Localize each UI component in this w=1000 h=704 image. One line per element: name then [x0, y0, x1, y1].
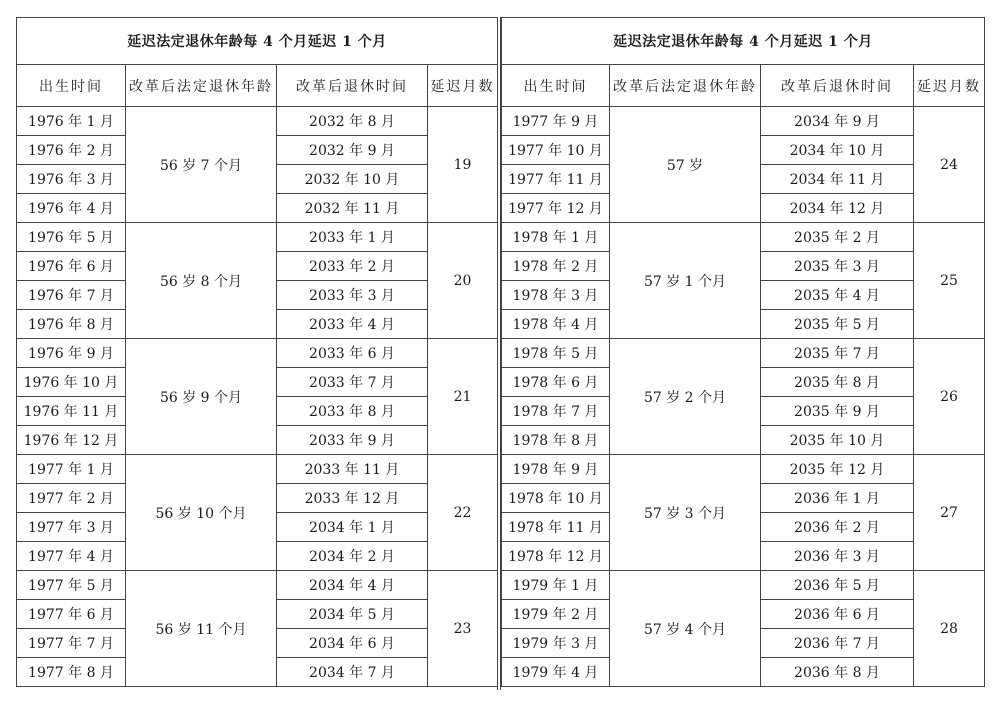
retirement-time-cell: 2036 年 3 月 — [761, 542, 914, 571]
retirement-time-cell: 2033 年 11 月 — [277, 455, 428, 484]
retirement-time-cell: 2035 年 9 月 — [761, 397, 914, 426]
header-delay-months: 延迟月数 — [914, 65, 985, 107]
table-title: 延迟法定退休年龄每 4 个月延迟 1 个月 — [502, 18, 985, 65]
retirement-table-left — [16, 17, 498, 687]
table-row — [502, 339, 985, 368]
retirement-time-cell: 2035 年 4 月 — [761, 281, 914, 310]
table-row — [17, 223, 498, 252]
retirement-time-cell: 2035 年 12 月 — [761, 455, 914, 484]
birth-time-cell: 1978 年 6 月 — [502, 368, 610, 397]
birth-time-cell: 1976 年 8 月 — [17, 310, 126, 339]
birth-time-cell: 1979 年 2 月 — [502, 600, 610, 629]
retirement-age-cell: 56 岁 7 个月 — [126, 107, 277, 223]
table-title: 延迟法定退休年龄每 4 个月延迟 1 个月 — [17, 18, 498, 65]
birth-time-cell: 1977 年 6 月 — [17, 600, 126, 629]
birth-time-cell: 1977 年 1 月 — [17, 455, 126, 484]
birth-time-cell: 1979 年 4 月 — [502, 658, 610, 687]
retirement-age-cell: 57 岁 1 个月 — [610, 223, 761, 339]
retirement-age-cell: 57 岁 3 个月 — [610, 455, 761, 571]
birth-time-cell: 1976 年 5 月 — [17, 223, 126, 252]
birth-time-cell: 1977 年 10 月 — [502, 136, 610, 165]
retirement-time-cell: 2032 年 8 月 — [277, 107, 428, 136]
birth-time-cell: 1977 年 7 月 — [17, 629, 126, 658]
birth-time-cell: 1978 年 9 月 — [502, 455, 610, 484]
delay-months-cell: 26 — [914, 339, 985, 455]
delay-months-cell: 24 — [914, 107, 985, 223]
birth-time-cell: 1977 年 5 月 — [17, 571, 126, 600]
retirement-table-right — [501, 17, 985, 687]
birth-time-cell: 1976 年 2 月 — [17, 136, 126, 165]
retirement-time-cell: 2034 年 5 月 — [277, 600, 428, 629]
retirement-time-cell: 2033 年 12 月 — [277, 484, 428, 513]
retirement-time-cell: 2034 年 12 月 — [761, 194, 914, 223]
birth-time-cell: 1976 年 10 月 — [17, 368, 126, 397]
retirement-time-cell: 2033 年 1 月 — [277, 223, 428, 252]
retirement-time-cell: 2032 年 10 月 — [277, 165, 428, 194]
retirement-time-cell: 2034 年 2 月 — [277, 542, 428, 571]
retirement-time-cell: 2033 年 7 月 — [277, 368, 428, 397]
retirement-age-cell: 57 岁 4 个月 — [610, 571, 761, 687]
birth-time-cell: 1977 年 8 月 — [17, 658, 126, 687]
table-row — [502, 223, 985, 252]
retirement-time-cell: 2035 年 2 月 — [761, 223, 914, 252]
retirement-time-cell: 2036 年 8 月 — [761, 658, 914, 687]
retirement-time-cell: 2033 年 8 月 — [277, 397, 428, 426]
retirement-time-cell: 2033 年 3 月 — [277, 281, 428, 310]
retirement-time-cell: 2034 年 9 月 — [761, 107, 914, 136]
retirement-time-cell: 2035 年 5 月 — [761, 310, 914, 339]
retirement-time-cell: 2033 年 4 月 — [277, 310, 428, 339]
birth-time-cell: 1979 年 1 月 — [502, 571, 610, 600]
table-row — [17, 107, 498, 136]
birth-time-cell: 1978 年 10 月 — [502, 484, 610, 513]
birth-time-cell: 1976 年 7 月 — [17, 281, 126, 310]
table-body — [502, 107, 985, 687]
retirement-time-cell: 2032 年 9 月 — [277, 136, 428, 165]
header-birth-time: 出生时间 — [17, 65, 126, 107]
header-retirement-age: 改革后法定退休年龄 — [610, 65, 761, 107]
birth-time-cell: 1978 年 1 月 — [502, 223, 610, 252]
retirement-time-cell: 2034 年 11 月 — [761, 165, 914, 194]
retirement-age-cell: 56 岁 11 个月 — [126, 571, 277, 687]
retirement-time-cell: 2034 年 7 月 — [277, 658, 428, 687]
birth-time-cell: 1977 年 9 月 — [502, 107, 610, 136]
birth-time-cell: 1978 年 4 月 — [502, 310, 610, 339]
birth-time-cell: 1976 年 12 月 — [17, 426, 126, 455]
retirement-time-cell: 2034 年 4 月 — [277, 571, 428, 600]
delay-months-cell: 28 — [914, 571, 985, 687]
retirement-time-cell: 2036 年 5 月 — [761, 571, 914, 600]
retirement-time-cell: 2033 年 9 月 — [277, 426, 428, 455]
delay-months-cell: 20 — [428, 223, 498, 339]
birth-time-cell: 1978 年 12 月 — [502, 542, 610, 571]
retirement-time-cell: 2035 年 10 月 — [761, 426, 914, 455]
table-row — [502, 107, 985, 136]
birth-time-cell: 1978 年 5 月 — [502, 339, 610, 368]
birth-time-cell: 1976 年 4 月 — [17, 194, 126, 223]
delay-months-cell: 25 — [914, 223, 985, 339]
header-birth-time: 出生时间 — [502, 65, 610, 107]
retirement-time-cell: 2033 年 2 月 — [277, 252, 428, 281]
retirement-time-cell: 2036 年 7 月 — [761, 629, 914, 658]
header-retirement-time: 改革后退休时间 — [761, 65, 914, 107]
birth-time-cell: 1977 年 4 月 — [17, 542, 126, 571]
delay-months-cell: 21 — [428, 339, 498, 455]
table-row — [502, 571, 985, 600]
delay-months-cell: 27 — [914, 455, 985, 571]
retirement-time-cell: 2035 年 7 月 — [761, 339, 914, 368]
delay-months-cell: 22 — [428, 455, 498, 571]
birth-time-cell: 1976 年 6 月 — [17, 252, 126, 281]
retirement-time-cell: 2035 年 8 月 — [761, 368, 914, 397]
table-row — [502, 455, 985, 484]
delay-months-cell: 23 — [428, 571, 498, 687]
table-row — [17, 571, 498, 600]
birth-time-cell: 1976 年 11 月 — [17, 397, 126, 426]
birth-time-cell: 1979 年 3 月 — [502, 629, 610, 658]
retirement-time-cell: 2035 年 3 月 — [761, 252, 914, 281]
retirement-time-cell: 2036 年 2 月 — [761, 513, 914, 542]
header-retirement-time: 改革后退休时间 — [277, 65, 428, 107]
retirement-age-cell: 56 岁 8 个月 — [126, 223, 277, 339]
retirement-time-cell: 2036 年 1 月 — [761, 484, 914, 513]
retirement-schedule-page — [16, 17, 984, 690]
retirement-time-cell: 2034 年 10 月 — [761, 136, 914, 165]
birth-time-cell: 1976 年 3 月 — [17, 165, 126, 194]
birth-time-cell: 1976 年 1 月 — [17, 107, 126, 136]
delay-months-cell: 19 — [428, 107, 498, 223]
birth-time-cell: 1978 年 2 月 — [502, 252, 610, 281]
header-delay-months: 延迟月数 — [428, 65, 498, 107]
retirement-time-cell: 2033 年 6 月 — [277, 339, 428, 368]
table-row — [17, 455, 498, 484]
birth-time-cell: 1976 年 9 月 — [17, 339, 126, 368]
retirement-age-cell: 56 岁 10 个月 — [126, 455, 277, 571]
retirement-time-cell: 2034 年 1 月 — [277, 513, 428, 542]
retirement-age-cell: 57 岁 — [610, 107, 761, 223]
birth-time-cell: 1978 年 3 月 — [502, 281, 610, 310]
header-retirement-age: 改革后法定退休年龄 — [126, 65, 277, 107]
retirement-age-cell: 56 岁 9 个月 — [126, 339, 277, 455]
table-body — [17, 107, 498, 687]
birth-time-cell: 1977 年 3 月 — [17, 513, 126, 542]
birth-time-cell: 1977 年 11 月 — [502, 165, 610, 194]
birth-time-cell: 1977 年 12 月 — [502, 194, 610, 223]
birth-time-cell: 1978 年 7 月 — [502, 397, 610, 426]
birth-time-cell: 1977 年 2 月 — [17, 484, 126, 513]
birth-time-cell: 1978 年 8 月 — [502, 426, 610, 455]
retirement-time-cell: 2032 年 11 月 — [277, 194, 428, 223]
retirement-age-cell: 57 岁 2 个月 — [610, 339, 761, 455]
birth-time-cell: 1978 年 11 月 — [502, 513, 610, 542]
retirement-time-cell: 2036 年 6 月 — [761, 600, 914, 629]
table-row — [17, 339, 498, 368]
retirement-time-cell: 2034 年 6 月 — [277, 629, 428, 658]
